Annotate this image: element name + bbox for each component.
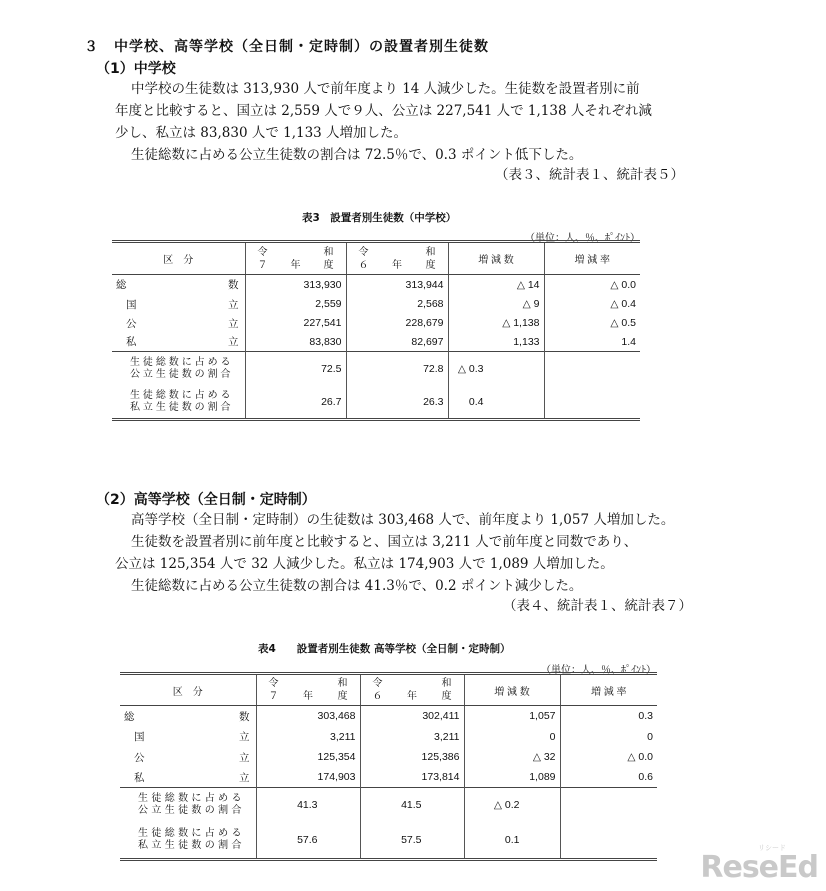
- table-row: [120, 788, 657, 822]
- junior-table-caption: 表3 設置者別生徒数（中学校）: [302, 212, 457, 224]
- table-row: [120, 727, 657, 747]
- row-label: 公立: [126, 317, 239, 330]
- cell-change: △ 14: [448, 275, 544, 295]
- cell-y7: 303,468: [256, 706, 360, 727]
- cell-change: 1,089: [464, 768, 560, 788]
- cell-y6: 26.3: [346, 386, 448, 420]
- junior-table: [112, 240, 640, 421]
- cell-change: △ 9: [448, 295, 544, 314]
- cell-y7: 174,903: [256, 768, 360, 788]
- table-row: [112, 295, 640, 314]
- high-paragraph-line-1: 高等学校（全日制・定時制）の生徒数は 303,468 人で、前年度より 1,057 人増加した。: [131, 512, 675, 528]
- row-label: 国立: [126, 298, 239, 311]
- watermark-sub: リシード: [758, 844, 786, 852]
- cell-change: △ 32: [464, 747, 560, 768]
- cell-y6: 82,697: [346, 333, 448, 352]
- junior-paragraph-line-4: 生徒総数に占める公立生徒数の割合は 72.5％で、0.3 ポイント低下した。: [131, 147, 583, 163]
- ratio-label: 生徒総数に占める 公立生徒数の割合: [120, 788, 256, 822]
- cell-y7: 3,211: [256, 727, 360, 747]
- cell-y6: 41.5: [360, 788, 464, 822]
- cell-y6: 125,386: [360, 747, 464, 768]
- header-category: 区 分: [112, 242, 245, 275]
- cell-rate: 1.4: [544, 333, 640, 352]
- header-category: 区 分: [120, 674, 256, 706]
- row-label: 私立: [126, 336, 239, 349]
- cell-change: 0.4: [448, 386, 544, 420]
- junior-heading: （1）中学校: [96, 61, 176, 77]
- cell-change: 0: [464, 727, 560, 747]
- high-table-caption: 表4 設置者別生徒数 高等学校（全日制・定時制）: [258, 643, 511, 655]
- header-change: 増 減 数: [464, 674, 560, 706]
- table-header-row: [112, 242, 640, 275]
- high-table: [120, 672, 657, 861]
- cell-y7: 227,541: [245, 314, 346, 333]
- header-year6: 令 和 ６ 年 度: [360, 674, 464, 706]
- cell-y6: 3,211: [360, 727, 464, 747]
- ratio-label: 生徒総数に占める 公立生徒数の割合: [112, 352, 245, 386]
- cell-rate: △ 0.0: [544, 275, 640, 295]
- cell-change: △ 0.3: [448, 352, 544, 386]
- table-row: [112, 352, 640, 386]
- header-year7: 令 和 ７ 年 度: [245, 242, 346, 275]
- cell-rate: [544, 352, 640, 386]
- row-label: 私立: [134, 771, 250, 784]
- cell-rate: [560, 788, 657, 822]
- cell-change: 1,057: [464, 706, 560, 727]
- cell-y7: 41.3: [256, 788, 360, 822]
- cell-y6: 173,814: [360, 768, 464, 788]
- cell-change: △ 1,138: [448, 314, 544, 333]
- cell-y7: 83,830: [245, 333, 346, 352]
- junior-paragraph-line-3: 少し、私立は 83,830 人で 1,133 人増加した。: [115, 125, 408, 141]
- cell-change: △ 0.2: [464, 788, 560, 822]
- header-rate: 増 減 率: [544, 242, 640, 275]
- row-label: 公立: [134, 751, 250, 764]
- table-row: [112, 275, 640, 295]
- high-table-unit: （単位：人、％、ﾎﾟｲﾝﾄ）: [541, 665, 656, 676]
- cell-y6: 57.5: [360, 822, 464, 860]
- cell-rate: [560, 822, 657, 860]
- table-row: [112, 333, 640, 352]
- cell-rate: △ 0.4: [544, 295, 640, 314]
- high-heading: （2）高等学校（全日制・定時制）: [96, 492, 316, 508]
- table-header-row: [120, 674, 657, 706]
- ratio-label: 生徒総数に占める 私立生徒数の割合: [120, 822, 256, 860]
- cell-y7: 313,930: [245, 275, 346, 295]
- table-row: [112, 386, 640, 420]
- cell-y6: 302,411: [360, 706, 464, 727]
- table-row: [120, 747, 657, 768]
- header-change: 増 減 数: [448, 242, 544, 275]
- cell-rate: △ 0.5: [544, 314, 640, 333]
- junior-reference: （表３、統計表１、統計表５）: [495, 167, 684, 183]
- junior-paragraph-line-2: 年度と比較すると、国立は 2,559 人で９人、公立は 227,541 人で 1,138 人それぞれ減: [115, 103, 652, 119]
- cell-rate: 0.3: [560, 706, 657, 727]
- high-paragraph-line-2: 生徒数を設置者別に前年度と比較すると、国立は 3,211 人で前年度と同数であり、: [131, 534, 638, 550]
- table-row: [120, 768, 657, 788]
- junior-table-unit: （単位：人、％、ﾎﾟｲﾝﾄ）: [525, 233, 640, 244]
- table-row: [120, 822, 657, 860]
- row-label: 総数: [124, 710, 250, 723]
- table-row: [120, 706, 657, 727]
- row-label: 国立: [134, 731, 250, 743]
- cell-change: 1,133: [448, 333, 544, 352]
- cell-y7: 26.7: [245, 386, 346, 420]
- cell-y7: 57.6: [256, 822, 360, 860]
- header-year7: 令 和 ７ 年 度: [256, 674, 360, 706]
- cell-rate: 0.6: [560, 768, 657, 788]
- cell-rate: △ 0.0: [560, 747, 657, 768]
- cell-rate: 0: [560, 727, 657, 747]
- header-year6: 令 和 ６ 年 度: [346, 242, 448, 275]
- cell-y6: 313,944: [346, 275, 448, 295]
- watermark-logo: ReseEd: [700, 850, 818, 885]
- row-label: 総数: [116, 279, 239, 292]
- cell-y7: 72.5: [245, 352, 346, 386]
- high-reference: （表４、統計表１、統計表７）: [503, 598, 692, 614]
- cell-y7: 125,354: [256, 747, 360, 768]
- cell-change: 0.1: [464, 822, 560, 860]
- high-paragraph-line-4: 生徒総数に占める公立生徒数の割合は 41.3％で、0.2 ポイント減少した。: [131, 578, 583, 594]
- ratio-label: 生徒総数に占める 私立生徒数の割合: [112, 386, 245, 420]
- cell-y6: 2,568: [346, 295, 448, 314]
- cell-y6: 72.8: [346, 352, 448, 386]
- table-row: [112, 314, 640, 333]
- section-title: ３ 中学校、高等学校（全日制・定時制）の設置者別生徒数: [84, 39, 489, 55]
- junior-paragraph-line-1: 中学校の生徒数は 313,930 人で前年度より 14 人減少した。生徒数を設置者別に前: [131, 81, 640, 97]
- cell-y6: 228,679: [346, 314, 448, 333]
- cell-y7: 2,559: [245, 295, 346, 314]
- high-paragraph-line-3: 公立は 125,354 人で 32 人減少した。私立は 174,903 人で 1,089 人増加した。: [115, 556, 614, 572]
- cell-rate: [544, 386, 640, 420]
- header-rate: 増 減 率: [560, 674, 657, 706]
